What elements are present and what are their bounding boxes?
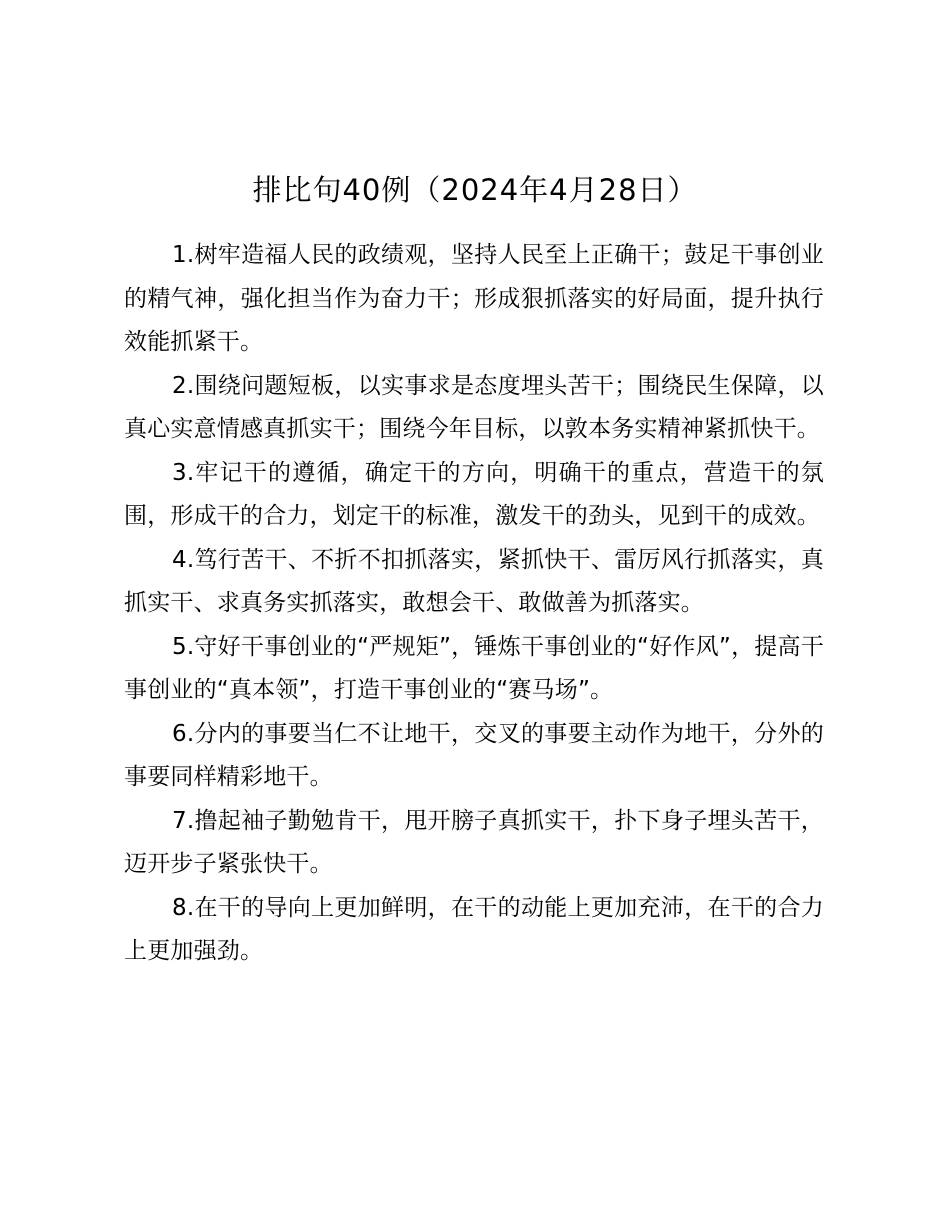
document-title: 排比句40例（2024年4月28日） [252,173,698,207]
paragraph-7: 7.撸起袖子勤勉肯干，甩开膀子真抓实干，扑下身子埋头苦干，迈开步子紧张快干。 [124,807,824,877]
paragraph-1: 1.树牢造福人民的政绩观，坚持人民至上正确干；鼓足干事创业的精气神，强化担当作为奋力干；形成狠抓落实的好局面，提升执行效能抓紧干。 [124,242,824,355]
document-body [124,234,824,974]
paragraph-4: 4.笃行苦干、不折不扣抓落实，紧抓快干、雷厉风行抓落实，真抓实干、求真务实抓落实，敢想会干、敢做善为抓落实。 [124,546,824,616]
paragraph-8: 8.在干的导向上更加鲜明，在干的动能上更加充沛，在干的合力上更加强劲。 [124,894,824,964]
paragraph-2: 2.围绕问题短板，以实事求是态度埋头苦干；围绕民生保障，以真心实意情感真抓实干；围绕今年目标，以敦本务实精神紧抓快干。 [124,372,824,442]
paragraph-6: 6.分内的事要当仁不让地干，交叉的事要主动作为地干，分外的事要同样精彩地干。 [124,720,824,790]
paragraph-5: 5.守好干事创业的“严规矩”，锤炼干事创业的“好作风”，提高干事创业的“真本领”，打造干事创业的“赛马场”。 [124,633,824,703]
paragraph-3: 3.牢记干的遵循，确定干的方向，明确干的重点，营造干的氛围，形成干的合力，划定干的标准，激发干的劲头，见到干的成效。 [124,459,824,529]
